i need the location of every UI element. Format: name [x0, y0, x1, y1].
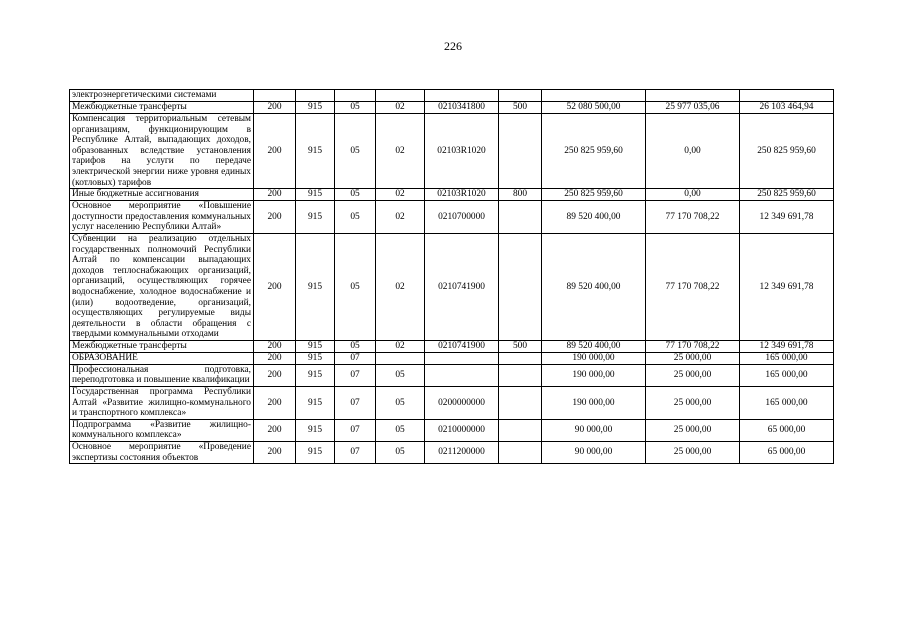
ministry-code-cell: 915 [296, 189, 335, 201]
target-article-cell [425, 90, 499, 102]
subsection-cell: 02 [376, 201, 425, 234]
amount-3-cell: 12 349 691,78 [740, 201, 834, 234]
amount-1-cell: 190 000,00 [542, 387, 646, 420]
amount-3-cell: 65 000,00 [740, 419, 834, 441]
subsection-cell: 02 [376, 114, 425, 189]
section-cell: 07 [335, 442, 376, 464]
admin-code-cell: 200 [254, 364, 296, 386]
admin-code-cell: 200 [254, 352, 296, 364]
row-name-cell: Основное мероприятие «Проведение экспертизы состояния объектов [70, 442, 254, 464]
amount-2-cell: 77 170 708,22 [646, 201, 740, 234]
amount-2-cell: 25 000,00 [646, 419, 740, 441]
table-row [70, 102, 834, 114]
amount-2-cell: 25 000,00 [646, 442, 740, 464]
amount-2-cell: 25 000,00 [646, 364, 740, 386]
row-name-cell: Иные бюджетные ассигнования [70, 189, 254, 201]
amount-2-cell: 77 170 708,22 [646, 340, 740, 352]
target-article-cell: 0210000000 [425, 419, 499, 441]
target-article-cell: 0210741900 [425, 233, 499, 340]
amount-2-cell [646, 90, 740, 102]
row-name-cell: Государственная программа Республики Алтай «Развитие жилищно-коммунального и транспортного комплекса» [70, 387, 254, 420]
target-article-cell: 02103R1020 [425, 189, 499, 201]
expense-type-cell [499, 364, 542, 386]
table-row [70, 189, 834, 201]
admin-code-cell: 200 [254, 387, 296, 420]
amount-2-cell: 77 170 708,22 [646, 233, 740, 340]
amount-1-cell: 190 000,00 [542, 364, 646, 386]
amount-1-cell: 52 080 500,00 [542, 102, 646, 114]
admin-code-cell: 200 [254, 201, 296, 234]
ministry-code-cell: 915 [296, 114, 335, 189]
ministry-code-cell: 915 [296, 419, 335, 441]
table-row [70, 419, 834, 441]
row-name-cell: электроэнергетическими системами [70, 90, 254, 102]
amount-1-cell: 89 520 400,00 [542, 340, 646, 352]
target-article-cell [425, 364, 499, 386]
target-article-cell: 0210741900 [425, 340, 499, 352]
expense-type-cell [499, 387, 542, 420]
amount-2-cell: 0,00 [646, 114, 740, 189]
table-row [70, 340, 834, 352]
target-article-cell [425, 352, 499, 364]
table-row [70, 201, 834, 234]
subsection-cell [376, 90, 425, 102]
admin-code-cell [254, 90, 296, 102]
target-article-cell: 0200000000 [425, 387, 499, 420]
table-row [70, 352, 834, 364]
subsection-cell: 02 [376, 340, 425, 352]
row-name-cell: Подпрограмма «Развитие жилищно-коммунального комплекса» [70, 419, 254, 441]
section-cell: 07 [335, 364, 376, 386]
amount-3-cell: 165 000,00 [740, 364, 834, 386]
admin-code-cell: 200 [254, 340, 296, 352]
amount-3-cell [740, 90, 834, 102]
section-cell: 05 [335, 201, 376, 234]
amount-3-cell: 165 000,00 [740, 387, 834, 420]
admin-code-cell: 200 [254, 189, 296, 201]
row-name-cell: Межбюджетные трансферты [70, 340, 254, 352]
expense-type-cell [499, 442, 542, 464]
subsection-cell: 05 [376, 419, 425, 441]
amount-3-cell: 12 349 691,78 [740, 340, 834, 352]
amount-3-cell: 250 825 959,60 [740, 189, 834, 201]
admin-code-cell: 200 [254, 419, 296, 441]
section-cell: 07 [335, 352, 376, 364]
ministry-code-cell: 915 [296, 442, 335, 464]
ministry-code-cell [296, 90, 335, 102]
admin-code-cell: 200 [254, 442, 296, 464]
amount-1-cell: 90 000,00 [542, 442, 646, 464]
amount-2-cell: 25 000,00 [646, 387, 740, 420]
section-cell: 05 [335, 102, 376, 114]
section-cell: 07 [335, 387, 376, 420]
admin-code-cell: 200 [254, 233, 296, 340]
amount-3-cell: 65 000,00 [740, 442, 834, 464]
section-cell: 05 [335, 114, 376, 189]
ministry-code-cell: 915 [296, 352, 335, 364]
expense-type-cell [499, 114, 542, 189]
expense-type-cell: 500 [499, 340, 542, 352]
expense-type-cell [499, 201, 542, 234]
amount-3-cell: 26 103 464,94 [740, 102, 834, 114]
row-name-cell: ОБРАЗОВАНИЕ [70, 352, 254, 364]
section-cell: 07 [335, 419, 376, 441]
amount-2-cell: 25 000,00 [646, 352, 740, 364]
row-name-cell: Основное мероприятие «Повышение доступности предоставления коммунальных услуг населению Республики Алтай» [70, 201, 254, 234]
ministry-code-cell: 915 [296, 102, 335, 114]
expense-type-cell [499, 233, 542, 340]
expense-type-cell: 500 [499, 102, 542, 114]
budget-table [69, 89, 834, 464]
amount-2-cell: 25 977 035,06 [646, 102, 740, 114]
row-name-cell: Межбюджетные трансферты [70, 102, 254, 114]
target-article-cell: 02103R1020 [425, 114, 499, 189]
ministry-code-cell: 915 [296, 387, 335, 420]
row-name-cell: Компенсация территориальным сетевым организациям, функционирующим в Республике Алтай, выпадающих доходов, образованных вследствие установления тарифов на услуги по передаче электрической энергии ниже уровня единых (котловых) тарифов [70, 114, 254, 189]
amount-1-cell [542, 90, 646, 102]
subsection-cell: 02 [376, 102, 425, 114]
expense-type-cell [499, 419, 542, 441]
subsection-cell: 02 [376, 189, 425, 201]
subsection-cell: 05 [376, 442, 425, 464]
section-cell: 05 [335, 340, 376, 352]
target-article-cell: 0210700000 [425, 201, 499, 234]
amount-3-cell: 250 825 959,60 [740, 114, 834, 189]
amount-1-cell: 90 000,00 [542, 419, 646, 441]
amount-1-cell: 89 520 400,00 [542, 233, 646, 340]
amount-3-cell: 12 349 691,78 [740, 233, 834, 340]
amount-1-cell: 89 520 400,00 [542, 201, 646, 234]
row-name-cell: Профессиональная подготовка, переподготовка и повышение квалификации [70, 364, 254, 386]
row-name-cell: Субвенции на реализацию отдельных государственных полномочий Республики Алтай по компенсации выпадающих доходов теплоснабжающих организаций, организаций, осуществляющих горячее водоснабжение, холодное водоснабжение и (или) водоотведение, организаций, осуществляющих регулируемые виды деятельности в области обращения с твердыми коммунальными отходами [70, 233, 254, 340]
amount-1-cell: 250 825 959,60 [542, 189, 646, 201]
page-number: 226 [444, 39, 462, 53]
ministry-code-cell: 915 [296, 364, 335, 386]
target-article-cell: 0210341800 [425, 102, 499, 114]
amount-3-cell: 165 000,00 [740, 352, 834, 364]
expense-type-cell [499, 352, 542, 364]
table-row [70, 233, 834, 340]
ministry-code-cell: 915 [296, 233, 335, 340]
subsection-cell: 02 [376, 233, 425, 340]
table-row [70, 114, 834, 189]
table-row [70, 442, 834, 464]
section-cell [335, 90, 376, 102]
table-row [70, 364, 834, 386]
subsection-cell: 05 [376, 364, 425, 386]
expense-type-cell: 800 [499, 189, 542, 201]
amount-1-cell: 190 000,00 [542, 352, 646, 364]
subsection-cell [376, 352, 425, 364]
expense-type-cell [499, 90, 542, 102]
admin-code-cell: 200 [254, 114, 296, 189]
table-row [70, 90, 834, 102]
section-cell: 05 [335, 233, 376, 340]
ministry-code-cell: 915 [296, 201, 335, 234]
subsection-cell: 05 [376, 387, 425, 420]
amount-1-cell: 250 825 959,60 [542, 114, 646, 189]
amount-2-cell: 0,00 [646, 189, 740, 201]
table-row [70, 387, 834, 420]
ministry-code-cell: 915 [296, 340, 335, 352]
target-article-cell: 0211200000 [425, 442, 499, 464]
admin-code-cell: 200 [254, 102, 296, 114]
section-cell: 05 [335, 189, 376, 201]
